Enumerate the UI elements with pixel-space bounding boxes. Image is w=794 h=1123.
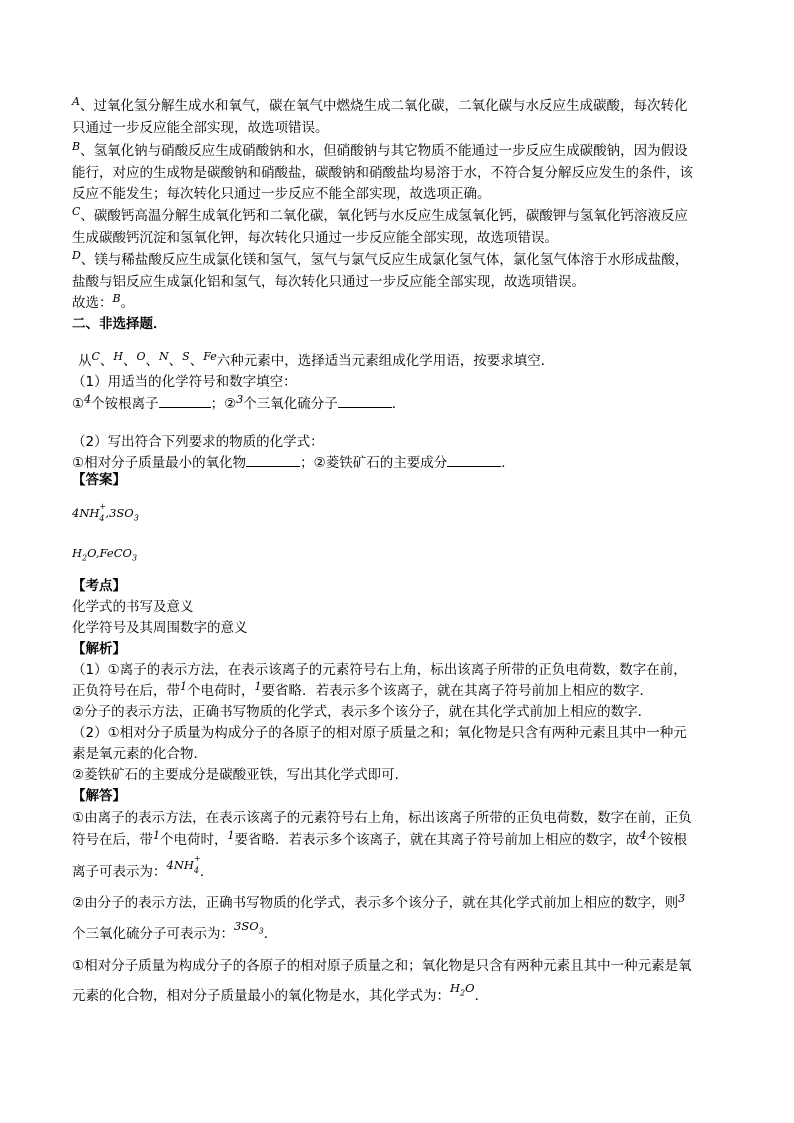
number: 1 — [153, 829, 160, 842]
answer-blank[interactable] — [246, 452, 300, 467]
comma: , — [105, 506, 110, 520]
intro-prefix: 从 — [78, 353, 92, 369]
subscript: 4 — [99, 514, 105, 523]
option-text: 只通过一步反应能全部实现，故选项错误。 — [72, 120, 329, 136]
formula-text: 3SO — [109, 506, 134, 520]
text: ②由分子的表示方法，正确书写物质的化学式，表示多个该分子，就在其化学式前加上相应的数字，则 — [72, 895, 679, 911]
jieda-label: 【解答】 — [72, 788, 126, 804]
jiexi-line: ②分子的表示方法，正确书写物质的化学式，表示多个该分子，就在其化学式前加上相应的数字． — [72, 704, 652, 720]
circle-num: ① — [72, 396, 85, 412]
part2-title: （2）写出符合下列要求的物质的化学式： — [72, 434, 324, 450]
sep: 、 — [189, 353, 204, 369]
comma: , — [95, 546, 100, 560]
item-text: ①相对分子质量最小的氧化物 — [72, 455, 247, 471]
subscript: 2 — [460, 988, 466, 998]
jieda-line: ①相对分子质量为构成分子的各原子的相对原子质量之和；氧化物是只含有两种元素且其中一种元素是氧 — [72, 958, 692, 974]
option-d-line1 — [72, 250, 688, 271]
option-d-line2 — [72, 272, 585, 292]
item-text: 个铵根离子 — [91, 396, 159, 412]
element-c: C — [91, 350, 100, 363]
option-letter: D — [72, 249, 81, 262]
sep: 、 — [123, 353, 137, 369]
text: 要省略．若表示多个该离子，就在其离子符号前加上相应的数字． — [261, 683, 653, 699]
answer-blank[interactable] — [338, 393, 392, 408]
period: ． — [501, 455, 515, 471]
text: 离子可表示为： — [72, 864, 167, 880]
option-text: 、镁与稀盐酸反应生成氯化镁和氢气，氢气与氯气反应生成氯化氢气体，氯化氢气体溶于水形成盐酸， — [80, 252, 689, 268]
option-c-line1 — [72, 206, 688, 227]
number: 1 — [180, 680, 187, 693]
option-text: 能行，对应的生成物是碳酸钠和硝酸盐，碳酸钠和硝酸盐均易溶于水，不符合复分解反应发生的条件，该 — [72, 165, 693, 181]
option-a-line2 — [72, 118, 329, 138]
element-o: O — [136, 350, 146, 363]
option-letter: A — [72, 95, 80, 108]
element-s: S — [182, 350, 190, 363]
part1-items — [72, 393, 405, 415]
sep: ；② — [210, 396, 237, 412]
text: ． — [263, 926, 278, 942]
period: ． — [391, 396, 406, 412]
text: 个三氧化硫分子可表示为： — [72, 926, 234, 942]
section-title: 二、非选择题． — [72, 316, 167, 332]
formula-h2o — [72, 546, 96, 563]
subscript: 3 — [131, 553, 138, 563]
formula-text: 3SO — [234, 919, 259, 933]
formula-text: H — [72, 546, 83, 560]
question-intro — [78, 351, 554, 372]
number: 1 — [254, 680, 262, 693]
text: 要省略．若表示多个该离子，就在其离子符号前加上相应的数字，故 — [234, 832, 640, 848]
answer-line1 — [72, 503, 139, 528]
formula-text: 4NH — [166, 858, 194, 872]
option-text: 盐酸与铝反应生成氯化铝和氢气，每次转化只通过一步反应能全部实现，故选项错误。 — [72, 274, 585, 290]
charge: + — [99, 502, 107, 511]
option-text: 生成碳酸钙沉淀和氢氧化钾，每次转化只通过一步反应能全部实现，故选项错误。 — [72, 230, 558, 246]
option-b-line2 — [72, 163, 693, 183]
option-text: 反应不能发生；每次转化只通过一步反应不能全部实现，故选项正确。 — [72, 186, 491, 202]
element-n: N — [159, 350, 169, 363]
option-c-line2 — [72, 228, 558, 248]
choice-prefix: 故选： — [72, 295, 113, 311]
answer-blank[interactable] — [159, 393, 211, 408]
formula-text: O — [87, 546, 96, 560]
sep: 、 — [99, 353, 114, 369]
jieda-line — [72, 830, 687, 851]
text: 个铵根 — [646, 832, 687, 848]
number: 1 — [227, 829, 235, 842]
text: ． — [199, 864, 214, 880]
jiexi-line: ②菱铁矿石的主要成分是碳酸亚铁，写出其化学式即可． — [72, 767, 409, 783]
charge: + — [193, 854, 201, 863]
number: 3 — [678, 892, 686, 905]
option-a-line1 — [72, 96, 687, 117]
part1-title: （1）用适当的化学符号和数字填空： — [72, 374, 297, 390]
answer-blank[interactable] — [447, 452, 501, 467]
sep: 、 — [145, 353, 160, 369]
number: 4 — [639, 829, 647, 842]
option-letter: B — [72, 140, 81, 153]
jiexi-line: 素是氧元素的化合物． — [72, 746, 207, 762]
choice-suffix: 。 — [120, 295, 135, 311]
text: 个电荷时， — [187, 683, 255, 699]
kaodian-item: 化学式的书写及意义 — [72, 599, 194, 615]
jieda-line — [72, 893, 685, 914]
subsup — [99, 502, 107, 523]
answer-line2 — [72, 543, 137, 568]
jiexi-line — [72, 681, 653, 702]
subscript: 4 — [193, 866, 200, 875]
text: 符号在后，带 — [72, 832, 153, 848]
subsup — [193, 854, 201, 875]
subscript: 3 — [258, 926, 264, 936]
text: 元素的化合物，相对分子质量最小的氧化物是水，其化学式为： — [72, 988, 450, 1004]
jieda-line — [72, 854, 214, 882]
formula-so3 — [234, 919, 264, 936]
subscript: 3 — [133, 513, 139, 523]
kaodian-item: 化学符号及其周围数字的意义 — [72, 620, 248, 636]
choice-letter: B — [112, 292, 121, 305]
choice-line — [72, 293, 134, 314]
jiexi-line: （1）①离子的表示方法，在表示该离子的元素符号右上角，标出该离子所带的正负电荷数，数字在前， — [72, 662, 687, 678]
text: ． — [474, 988, 489, 1004]
formula-text: H — [450, 981, 461, 995]
jiexi-label: 【解析】 — [72, 641, 126, 657]
formula-so3 — [109, 506, 139, 523]
jiexi-line: （2）①相对分子质量为构成分子的各原子的相对原子质量之和；氧化物是只含有两种元素且其中一种元 — [72, 725, 687, 741]
option-text: 、碳酸钙高温分解生成氧化钙和二氧化碳，氧化钙与水反应生成氢氧化钙，碳酸钾与氢氧化钙溶液反应 — [80, 208, 688, 224]
answer-label: 【答案】 — [72, 472, 126, 488]
formula-h2o — [450, 981, 475, 998]
option-b-line1 — [72, 141, 688, 162]
item-text: ；②菱铁矿石的主要成分 — [300, 455, 448, 471]
jieda-line: ①由离子的表示方法，在表示该离子的元素符号右上角，标出该离子所带的正负电荷数，数字在前，正负 — [72, 810, 692, 826]
kaodian-label: 【考点】 — [72, 578, 126, 594]
formula-text: O — [465, 981, 475, 995]
element-h: H — [113, 350, 124, 363]
option-text: 、过氧化氢分解生成水和氧气，碳在氧气中燃烧生成二氧化碳，二氧化碳与水反应生成碳酸，每次转化 — [79, 98, 688, 114]
subscript: 2 — [82, 553, 88, 563]
part2-items — [72, 452, 515, 473]
formula-nh4 — [166, 854, 201, 875]
text: 个电荷时， — [160, 832, 228, 848]
jieda-line — [72, 981, 489, 1011]
jieda-line — [72, 919, 278, 949]
sep: 、 — [168, 353, 183, 369]
number: 3 — [236, 393, 244, 406]
formula-nh4 — [72, 502, 107, 523]
intro-suffix: 六种元素中，选择适当元素组成化学用语，按要求填空． — [216, 353, 555, 369]
option-b-line3 — [72, 184, 491, 204]
element-fe: Fe — [203, 350, 217, 363]
text: 正负符号在后，带 — [72, 683, 180, 699]
formula-text: FeCO — [99, 546, 132, 560]
option-text: 、氢氧化钠与硝酸反应生成硝酸钠和水，但硝酸钠与其它物质不能通过一步反应生成碳酸钠，因为假设 — [80, 143, 688, 159]
number: 4 — [84, 393, 92, 406]
formula-text: 4NH — [72, 506, 100, 520]
option-letter: C — [72, 205, 81, 218]
formula-feco3 — [99, 546, 138, 563]
item-text: 个三氧化硫分子 — [243, 396, 338, 412]
